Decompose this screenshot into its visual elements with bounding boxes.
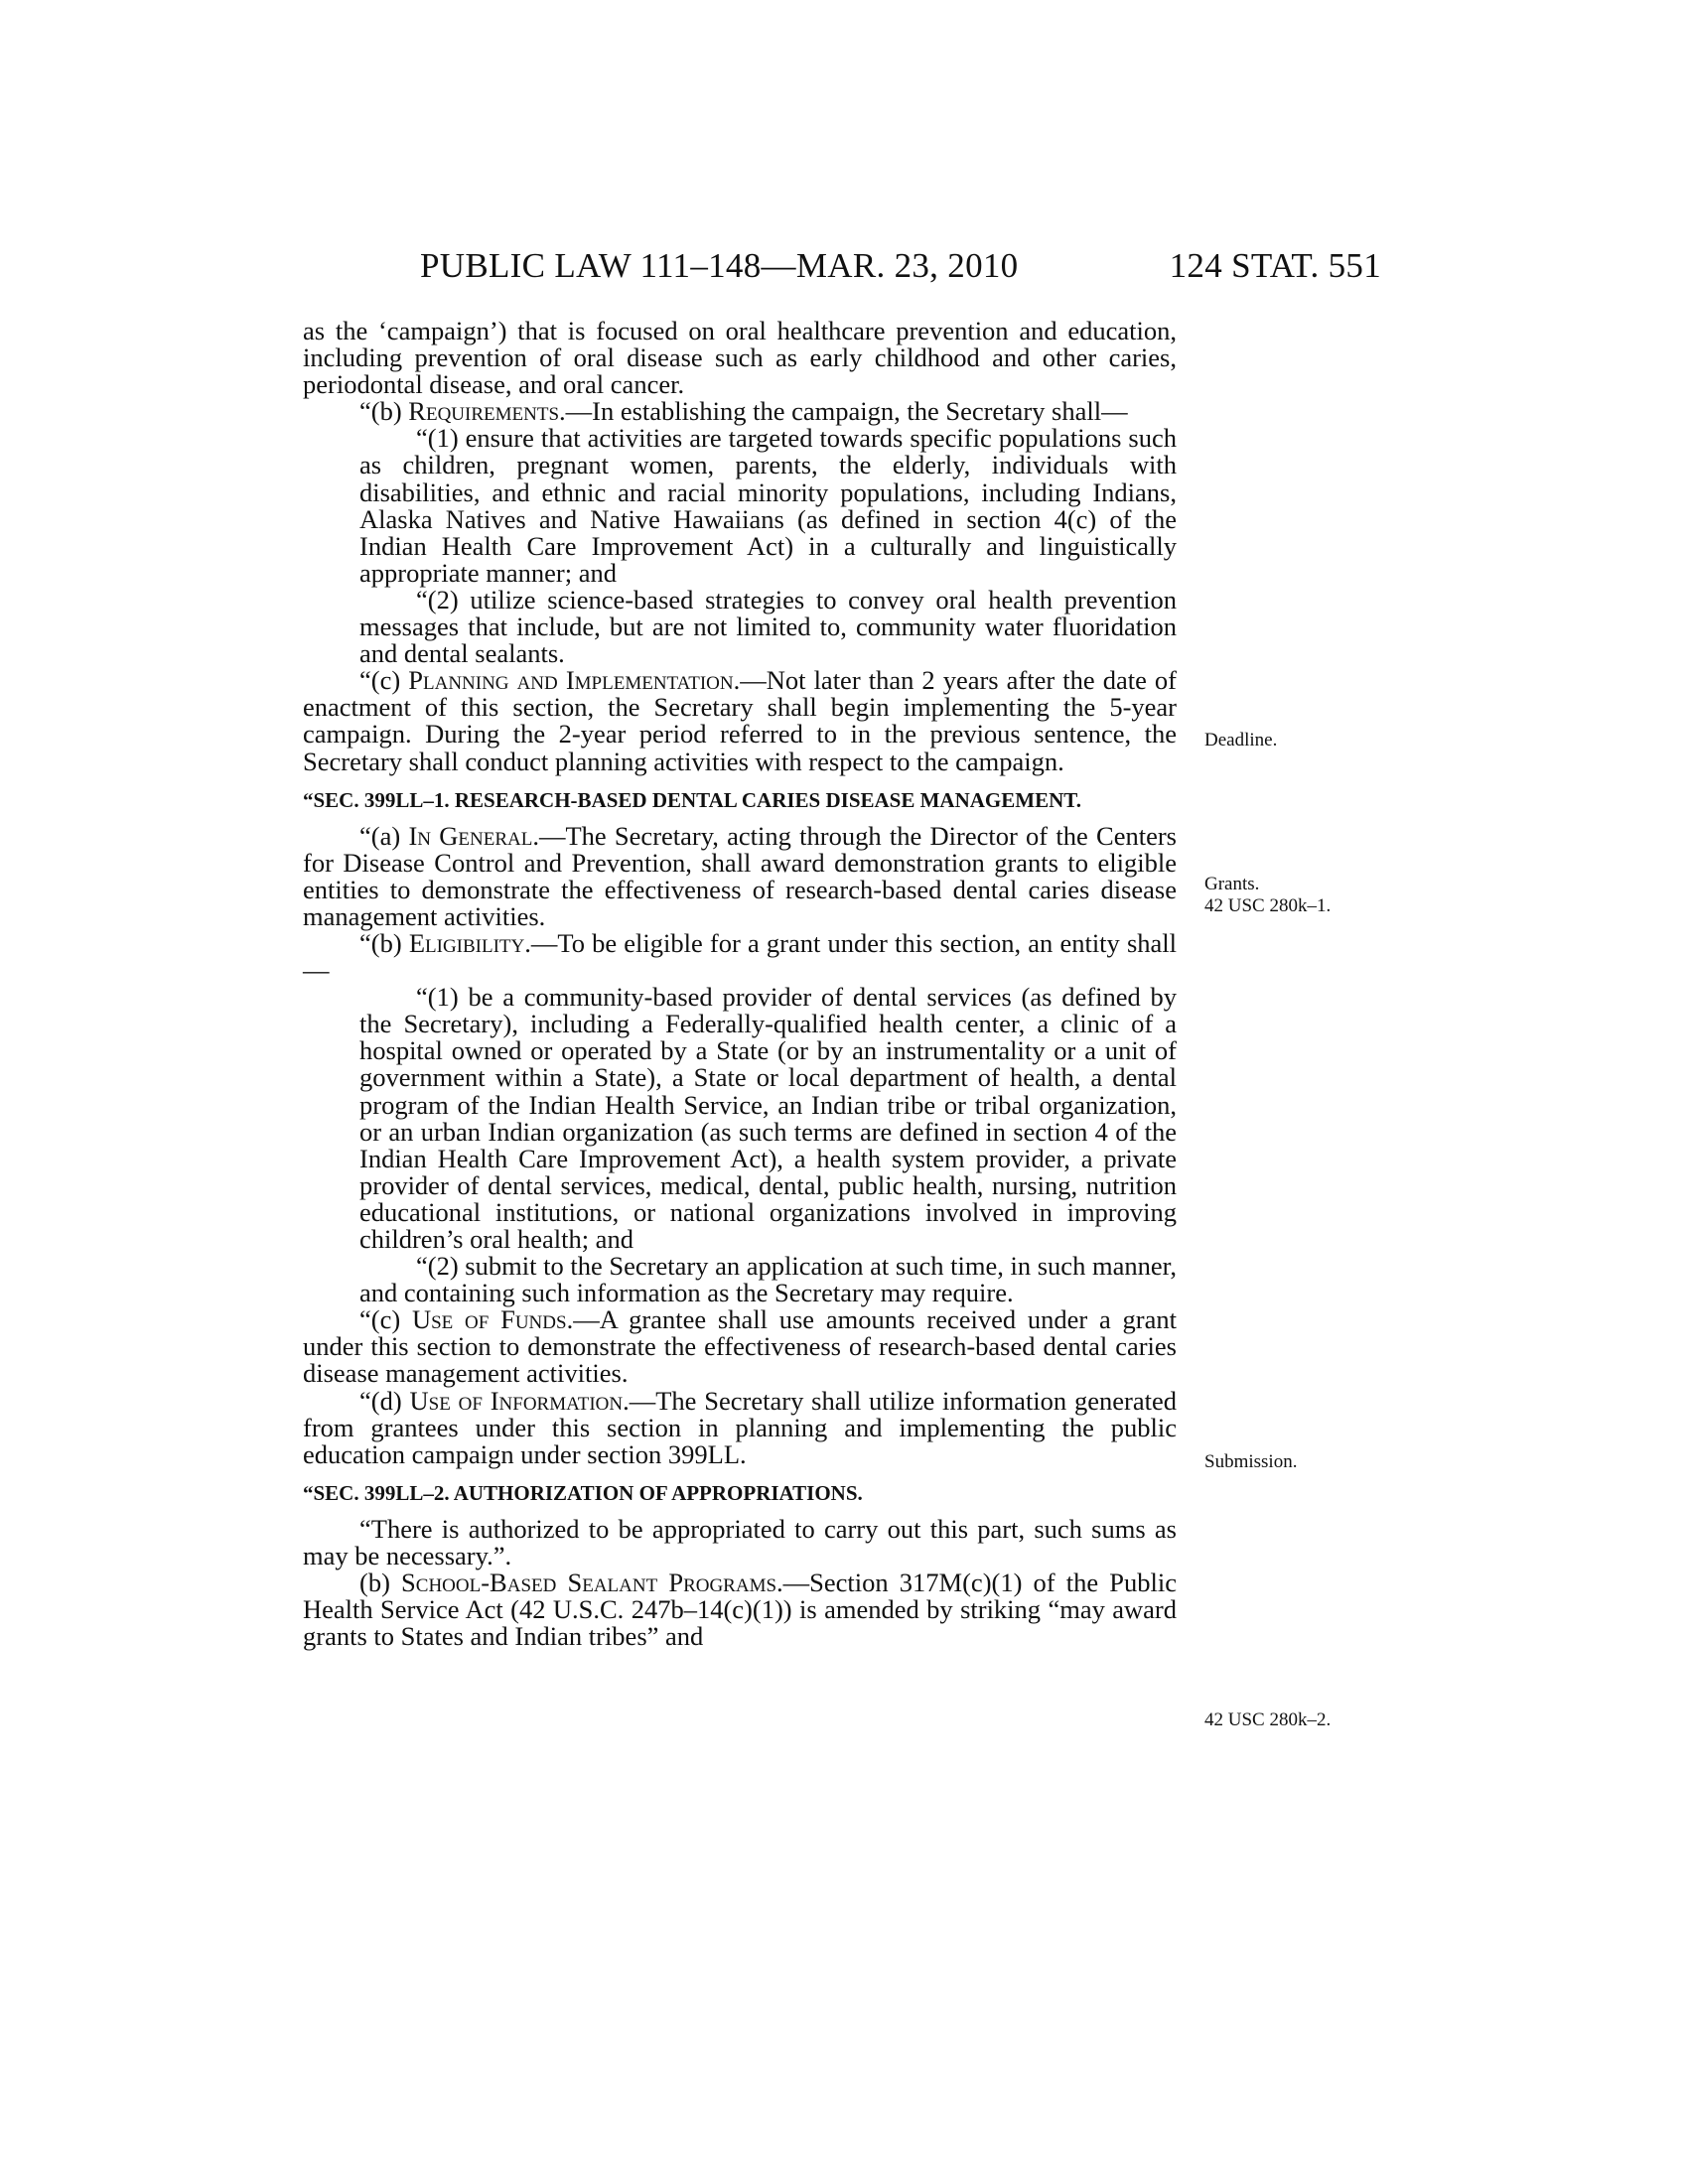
subsection-label: “(c) <box>359 665 409 696</box>
subsection-text: .—Not later than 2 years after the date of enactment of this section, the Secretary shall begin implementing the 5-year campaign. During the 2-year period referred to in the previous sentence, the Secretary shall conduct planning activities with respect to the campaign. <box>303 665 1177 776</box>
margin-note-usc-280k-1: 42 USC 280k–1. <box>1204 895 1332 916</box>
subsection-b-eligibility <box>303 927 1178 986</box>
subsection-label: (b) <box>359 1568 402 1598</box>
subsection-text: .—The Secretary, acting through the Director of the Centers for Disease Control and Prevention, shall award demonstration grants to eligible entities to demonstrate the effectiveness of research-based dental caries disease management activities. <box>303 820 1177 931</box>
margin-note-usc-280k-2: 42 USC 280k–2. <box>1204 1709 1332 1730</box>
subsection-text: .—A grantee shall use amounts received under a grant under this section to demonstrate the effectiveness of research-based dental caries disease management activities. <box>303 1304 1177 1389</box>
paragraph-text: “(2) utilize science-based strategies to convey oral health prevention messages that include, but are not limited to, community water fluoridation and dental sealants. <box>359 584 1177 669</box>
subsection-c-planning <box>303 667 1177 774</box>
subsection-text: .—Section 317M(c)(1) of the Public Health Service Act (42 U.S.C. 247b–14(c)(1)) is amended by striking “may award grants to States and Indian tribes” and <box>303 1568 1177 1652</box>
subsection-b-requirements <box>303 398 1177 425</box>
paragraph-b2 <box>303 584 1177 669</box>
paragraph-authorization <box>303 1513 1177 1570</box>
subsection-heading: Requirements <box>408 396 560 427</box>
section-heading-text: “SEC. 399LL–1. RESEARCH-BASED DENTAL CARIES DISEASE MANAGEMENT. <box>303 787 1081 812</box>
subsection-heading: Eligibility <box>408 927 525 958</box>
subsection-a-in-general <box>303 820 1177 931</box>
section-heading-text: “SEC. 399LL–2. AUTHORIZATION OF APPROPRIATIONS. <box>303 1480 863 1505</box>
subsection-label: “(d) <box>359 1385 410 1416</box>
margin-note-grants: Grants. <box>1204 874 1260 894</box>
paragraph-b1 <box>303 425 1177 587</box>
margin-note-submission: Submission. <box>1204 1451 1298 1472</box>
subsection-b-school-based-sealant <box>303 1570 1177 1650</box>
margin-note-deadline: Deadline. <box>1204 730 1278 751</box>
paragraph-text: “(1) ensure that activities are targeted towards specific populations such as children, pregnant women, parents, the elderly, individuals with disabilities, and ethnic and racial minority populations, including Indians, Alaska Natives and Native Hawaiians (as defined in section 4(c) of the Indian Health Care Improvement Act) in a culturally and linguistically appropriate manner; and <box>359 423 1177 588</box>
running-head-title: PUBLIC LAW 111–148—MAR. 23, 2010 <box>420 246 1019 285</box>
subsection-heading: In General <box>408 820 533 851</box>
section-heading-399ll-1 <box>303 788 1177 812</box>
subsection-text: .—To be eligible for a grant under this section, an entity shall— <box>303 927 1178 986</box>
subsection-label: “(b) <box>359 396 409 427</box>
subsection-label: “(c) <box>359 1304 412 1335</box>
paragraph-eligibility-1 <box>303 984 1177 1253</box>
subsection-text: .—The Secretary shall utilize information generated from grantees under this section in planning and implementing the public education campaign under section 399LL. <box>303 1385 1177 1469</box>
paragraph-eligibility-2 <box>303 1253 1177 1306</box>
subsection-label: “(a) <box>359 820 409 851</box>
page-header <box>420 246 1381 286</box>
subsection-heading: School-Based Sealant Programs <box>401 1568 777 1598</box>
statute-body <box>303 318 1177 1650</box>
section-heading-399ll-2 <box>303 1481 1177 1505</box>
paragraph-text: as the ‘campaign’) that is focused on oral healthcare prevention and education, including prevention of oral disease such as early childhood and other caries, periodontal disease, and oral cancer. <box>303 316 1177 400</box>
paragraph-text: “(2) submit to the Secretary an application at such time, in such manner, and containing such information as the Secretary may require. <box>359 1251 1177 1308</box>
subsection-text: .—In establishing the campaign, the Secretary shall— <box>559 396 1128 427</box>
paragraph-text: “There is authorized to be appropriated to carry out this part, such sums as may be necessary.”. <box>303 1513 1177 1570</box>
paragraph-text: “(1) be a community-based provider of dental services (as defined by the Secretary), including a Federally-qualified health center, a clinic of a hospital owned or operated by a State (or by an instrumentality or a unit of government within a State), a State or local department of health, a dental program of the Indian Health Service, an Indian tribe or tribal organization, or an urban Indian organization (as such terms are defined in section 4 of the Indian Health Care Improvement Act), a health system provider, a private provider of dental services, medical, dental, public health, nursing, nutrition educational institutions, or national organizations involved in improving children’s oral health; and <box>359 982 1177 1254</box>
paragraph-campaign-continuation <box>303 318 1177 398</box>
statute-page-number: 124 STAT. 551 <box>1169 246 1381 285</box>
subsection-heading: Use of Information <box>409 1385 624 1416</box>
subsection-d-use-of-information <box>303 1385 1177 1469</box>
subsection-c-use-of-funds <box>303 1306 1177 1387</box>
subsection-label: “(b) <box>359 927 409 958</box>
subsection-heading: Use of Funds <box>411 1304 567 1335</box>
subsection-heading: Planning and Implementation <box>408 665 734 696</box>
